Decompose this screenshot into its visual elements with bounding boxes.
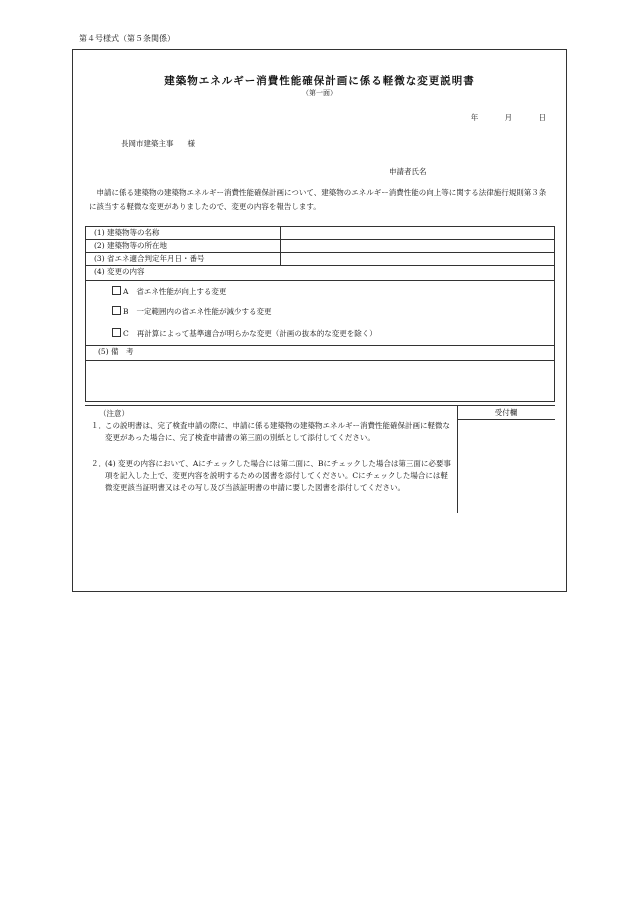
note-text: (4) 変更の内容において、Aにチェックした場合には第二面に、Bにチェックした場合は第三面に必要事項を記入した上で、変更内容を説明するための図書を添付してください。Cにチェックした場合には軽微変更該当証明書又はその写し及び当該証明書の申請に要した図書を添付してください。 [105,459,451,492]
note-number: １． [91,421,106,430]
applicant-name-label: 申請者氏名 [389,167,427,176]
addressee-name: 長岡市建築主事 [121,139,174,148]
page-subtitle: （第一面） [302,89,337,97]
option-a-text: 省エネ性能が向上する変更 [136,287,227,296]
table-row [86,240,554,253]
receipt-box [457,406,555,513]
notes-box [85,406,458,513]
date-day: 日 [538,113,546,122]
checkbox-c[interactable] [112,328,121,337]
option-a[interactable] [112,286,226,297]
remarks-field[interactable] [86,361,554,401]
option-c[interactable] [112,328,377,339]
checkbox-b[interactable] [112,306,121,315]
note-text: この説明書は、完了検査申請の際に、申請に係る建築物の建築物エネルギー消費性能確保計画に軽微な変更があった場合に、完了検査申請書の第三面の別紙として添付してください。 [105,421,450,442]
option-b[interactable] [112,306,272,317]
form-frame [72,49,567,592]
notes-heading: （注意） [99,409,129,418]
note-item [91,420,451,444]
document-title: 建築物エネルギー消費性能確保計画に係る軽微な変更説明書 [164,75,475,87]
addressee-suffix: 様 [187,139,195,148]
date-month: 月 [504,113,513,122]
note-item [91,458,451,494]
option-b-text: 一定範囲内の省エネ性能が減少する変更 [136,307,272,316]
building-location-label: (2) 建築物等の所在地 [86,240,281,252]
table-row [86,266,554,281]
remarks-label: (5) 備 考 [86,346,554,361]
receipt-label: 受付欄 [457,406,555,420]
changes-options [86,281,554,346]
date-line [447,112,546,123]
option-c-key: C [123,329,129,338]
judgment-date-label: (3) 省エネ適合判定年月日・番号 [86,253,281,265]
table-row [86,227,554,240]
building-name-label: (1) 建築物等の名称 [86,227,281,239]
option-a-key: A [123,287,129,296]
table-row [86,253,554,266]
judgment-date-field[interactable] [281,253,554,265]
option-b-key: B [123,307,129,316]
form-number-label: 第４号様式（第５条関係） [79,34,175,43]
bottom-section [85,405,555,513]
option-c-text: 再計算によって基準適合が明らかな変更（計画の抜本的な変更を除く） [136,329,377,338]
date-year: 年 [470,113,479,122]
info-table [85,226,555,402]
changes-label: (4) 変更の内容 [94,267,145,276]
checkbox-a[interactable] [112,286,121,295]
intro-paragraph: 申請に係る建築物の建築物エネルギー消費性能確保計画について、建築物のエネルギー消費性能の向上等に関する法律施行規則第３条に該当する軽微な変更がありましたので、変更の内容を報告します。 [89,188,547,211]
building-name-field[interactable] [281,227,554,239]
building-location-field[interactable] [281,240,554,252]
addressee [121,138,195,149]
note-number: ２． [91,459,106,468]
